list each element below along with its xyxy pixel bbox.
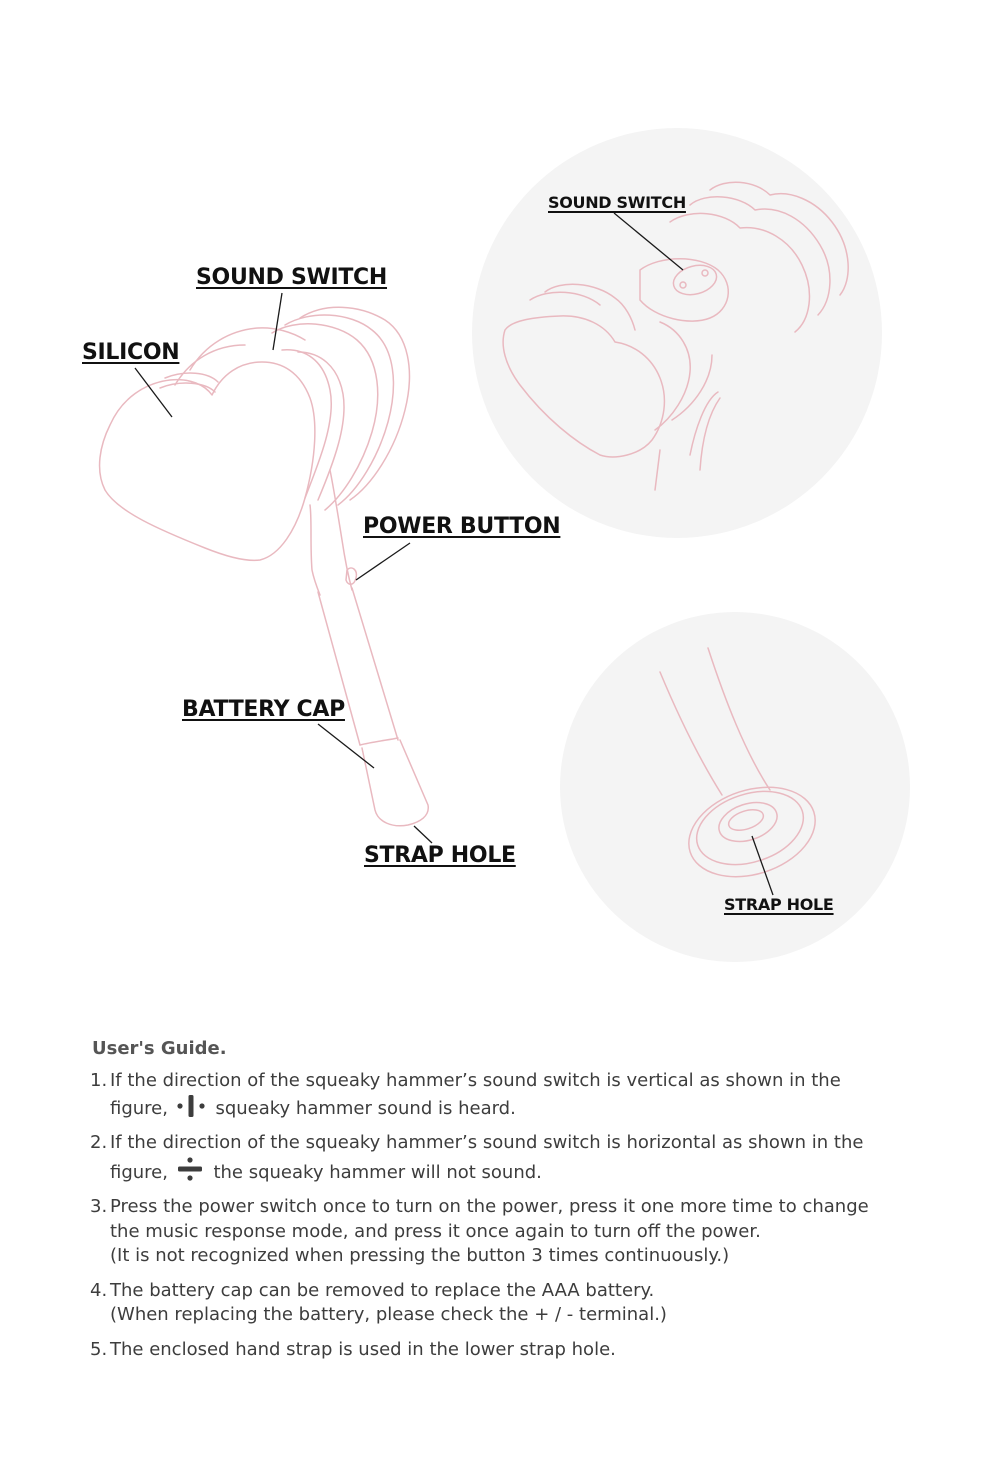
- guide-item-5: [90, 1338, 950, 1363]
- handle-neck: [310, 505, 320, 595]
- guide-item-text: the squeaky hammer will not sound.: [213, 1161, 542, 1183]
- switch-horizontal-icon: [176, 1156, 204, 1182]
- label-power-button: POWER BUTTON: [363, 514, 561, 539]
- leader-battery-cap: [318, 724, 374, 768]
- guide-item-1: [90, 1069, 950, 1121]
- handle-right: [352, 588, 398, 740]
- guide-item-text: the music response mode, and press it once again to turn off the power.: [110, 1220, 761, 1242]
- users-guide: [90, 1038, 950, 1372]
- guide-item-4: [90, 1279, 950, 1328]
- guide-item-text: (When replacing the battery, please check the + / - terminal.): [110, 1304, 667, 1325]
- battery-cap: [362, 740, 428, 826]
- guide-item-number: 3.: [90, 1196, 108, 1217]
- power-button: [346, 568, 356, 584]
- guide-item-number: 4.: [90, 1279, 108, 1301]
- guide-item-text: (It is not recognized when pressing the button 3 times continuously.): [110, 1245, 730, 1266]
- guide-item-text: If the direction of the squeaky hammer’s sound switch is horizontal as shown in the: [110, 1132, 864, 1153]
- leader-silicon: [135, 368, 172, 417]
- guide-item-text: figure,: [110, 1097, 168, 1119]
- label-sound-switch: SOUND SWITCH: [196, 265, 388, 290]
- guide-item-text: squeaky hammer sound is heard.: [215, 1097, 516, 1119]
- label-battery-cap: BATTERY CAP: [182, 697, 345, 722]
- leader-strap-hole: [414, 826, 432, 843]
- label-silicon: SILICON: [82, 340, 180, 365]
- heart-front-side: [282, 350, 331, 498]
- label-detail-strap-hole: STRAP HOLE: [724, 895, 834, 914]
- battery-cap-top: [360, 738, 398, 745]
- guide-item-number: 1.: [90, 1070, 108, 1091]
- label-strap-hole: STRAP HOLE: [364, 843, 516, 868]
- heart-front: [100, 362, 315, 560]
- guide-item-3: [90, 1195, 950, 1269]
- switch-vertical-icon: [176, 1094, 206, 1118]
- silicon-band: [160, 373, 218, 392]
- guide-item-number: 5.: [90, 1338, 108, 1360]
- guide-item-text: If the direction of the squeaky hammer’s sound switch is vertical as shown in the: [110, 1070, 841, 1091]
- guide-item-2: [90, 1131, 950, 1185]
- guide-item-number: 2.: [90, 1132, 108, 1153]
- handle-neck-2: [330, 470, 352, 590]
- label-detail-sound-switch: SOUND SWITCH: [548, 193, 686, 212]
- guide-title: User's Guide.: [92, 1038, 227, 1059]
- guide-item-text: Press the power switch once to turn on the power, press it one more time to change: [110, 1196, 869, 1217]
- handle-left: [318, 592, 360, 745]
- heart-top-rim-2: [175, 345, 245, 385]
- guide-item-text: The battery cap can be removed to replace the AAA battery.: [110, 1279, 655, 1301]
- heart-layer-back-3: [300, 307, 409, 500]
- heart-front-side-2: [298, 352, 344, 500]
- leader-power-button: [356, 543, 410, 580]
- leader-sound-switch: [273, 293, 282, 350]
- guide-item-text: figure,: [110, 1161, 168, 1183]
- guide-item-text: The enclosed hand strap is used in the lower strap hole.: [110, 1338, 616, 1360]
